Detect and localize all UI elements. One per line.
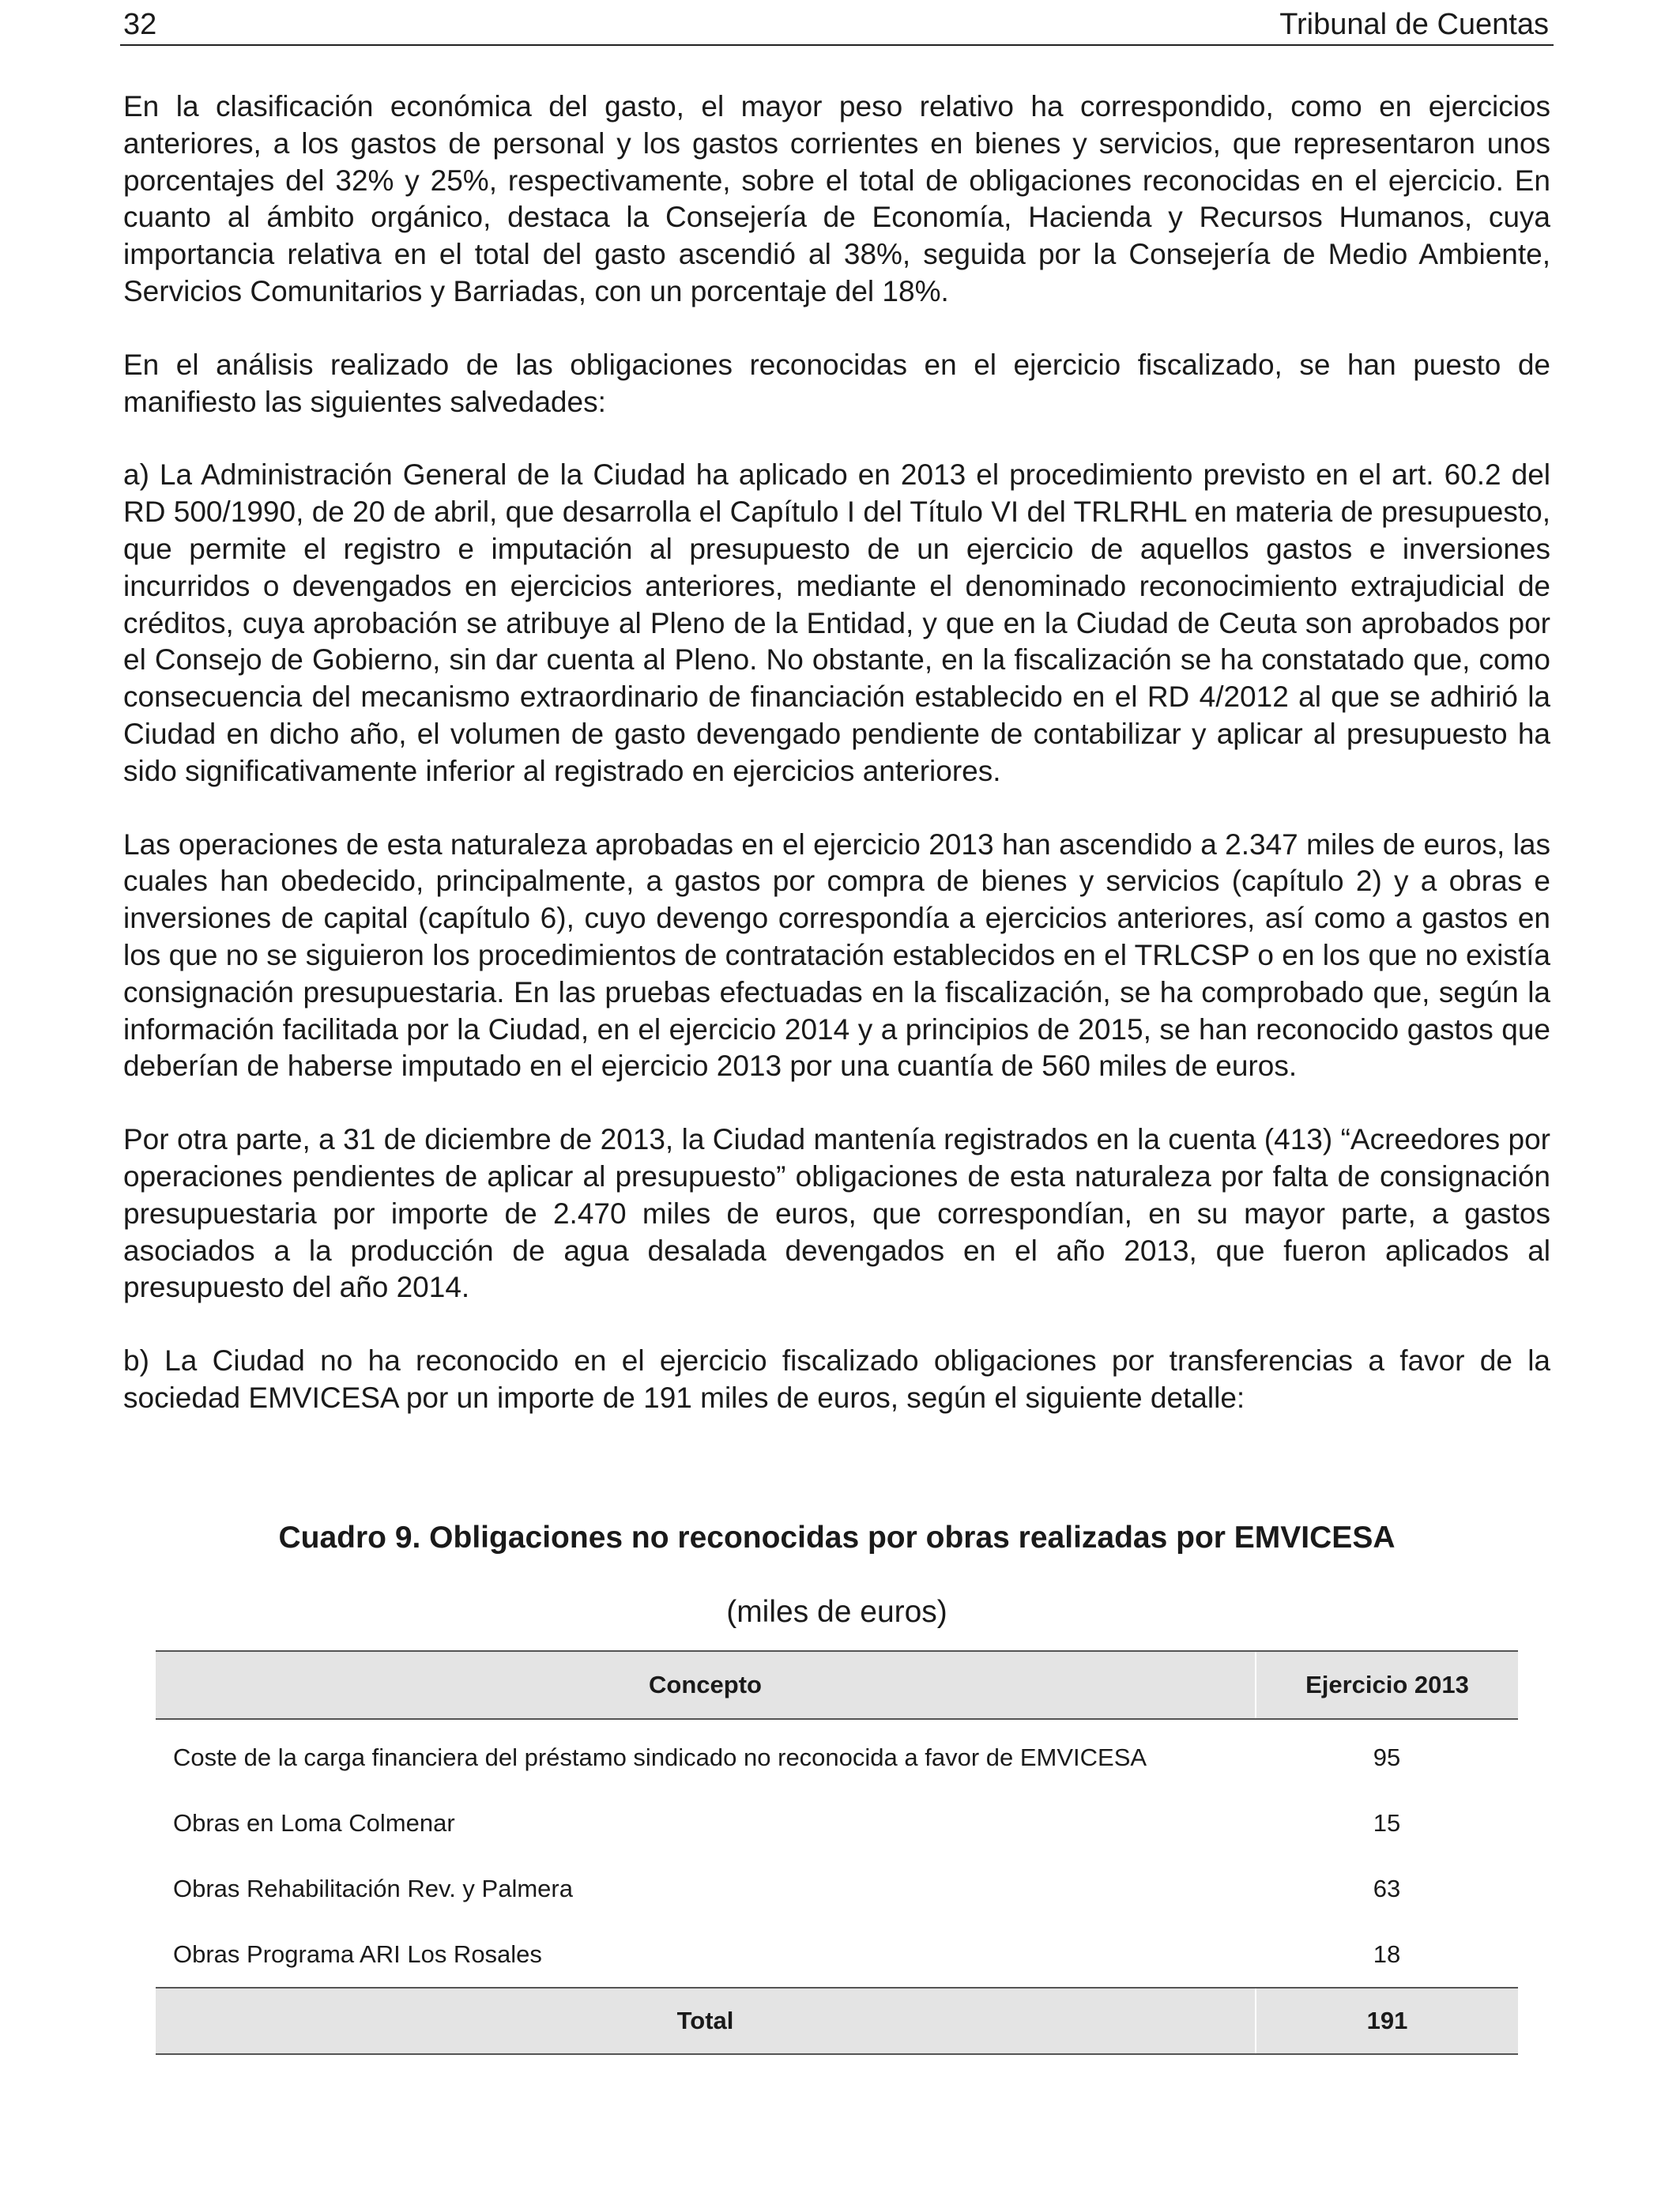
page-number: 32: [123, 8, 157, 41]
table-row: [156, 1921, 1518, 1988]
row-amount: 63: [1373, 1874, 1401, 1902]
page-header: [120, 0, 1554, 46]
paragraph-analysis-intro: En el análisis realizado de las obligaciones reconocidas en el ejercicio fiscalizado, se han puesto de manifiesto las siguientes salvedades:: [123, 348, 1550, 418]
row-amount: 18: [1373, 1940, 1401, 1968]
paragraph-account-413: Por otra parte, a 31 de diciembre de 2013, la Ciudad mantenía registrados en la cuenta (413) “Acreedores por operaciones pendientes de aplicar al presupuesto” obligaciones de esta naturaleza por falta de consignación presupuestaria por importe de 2.470 miles de euros, que correspondían, en su mayor parte, a gastos asociados a la producción de agua desalada devengados en el año 2013, que fueron aplicados al presupuesto del año 2014.: [123, 1123, 1550, 1304]
paragraph-salvedad-b: b) La Ciudad no ha reconocido en el ejercicio fiscalizado obligaciones por transferencias a favor de la sociedad EMVICESA por un importe de 191 miles de euros, según el siguiente detalle:: [123, 1344, 1550, 1414]
total-label: Total: [156, 1988, 1256, 2054]
row-concept: Obras Rehabilitación Rev. y Palmera: [173, 1874, 573, 1902]
row-concept: Obras Programa ARI Los Rosales: [173, 1940, 542, 1968]
column-header-concepto: Concepto: [156, 1651, 1256, 1719]
paragraph-salvedad-a: a) La Administración General de la Ciudad ha aplicado en 2013 el procedimiento previsto en el art. 60.2 del RD 500/1990, de 20 de abril, que desarrolla el Capítulo I del Título VI del TRLRHL en materia de presupuesto, que permite el registro e imputación al presupuesto de un ejercicio de aquellos gastos e inversiones incurridos o devengados en ejercicios anteriores, mediante el denominado reconocimiento extrajudicial de créditos, cuya aprobación se atribuye al Pleno de la Entidad, y que en la Ciudad de Ceuta son aprobados por el Consejo de Gobierno, sin dar cuenta al Pleno. No obstante, en la fiscalización se ha constatado que, como consecuencia del mecanismo extraordinario de financiación establecido en el RD 4/2012 al que se adhirió la Ciudad en dicho año, el volumen de gasto devengado pendiente de contabilizar y aplicar al presupuesto ha sido significativamente inferior al registrado en ejercicios anteriores.: [123, 458, 1550, 787]
row-amount: 95: [1373, 1743, 1401, 1771]
obligations-table: [156, 1650, 1518, 2055]
table-row: [156, 1856, 1518, 1921]
paragraph-operations-2013: Las operaciones de esta naturaleza aprobadas en el ejercicio 2013 han ascendido a 2.347 miles de euros, las cuales han obedecido, principalmente, a gastos por compra de bienes y servicios (capítulo 2) y a obras e inversiones de capital (capítulo 6), cuyo devengo correspondía a ejercicios anteriores, así como a gastos en los que no se siguieron los procedimientos de contratación establecidos en el TRLCSP o en los que no existía consignación presupuestaria. En las pruebas efectuadas en la fiscalización, se ha comprobado que, según la información facilitada por la Ciudad, en el ejercicio 2014 y a principios de 2015, se han reconocido gastos que deberían de haberse imputado en el ejercicio 2013 por una cuantía de 560 miles de euros.: [123, 827, 1550, 1083]
total-amount: 191: [1256, 1988, 1518, 2054]
header-organization: Tribunal de Cuentas: [1279, 8, 1549, 41]
body-text: [123, 89, 1550, 1453]
table-caption: Cuadro 9. Obligaciones no reconocidas por obras realizadas por EMVICESA: [278, 1521, 1396, 1555]
row-amount: 15: [1373, 1808, 1401, 1837]
row-concept: Obras en Loma Colmenar: [173, 1808, 455, 1837]
paragraph-economic-classification: En la clasificación económica del gasto, el mayor peso relativo ha correspondido, como en ejercicios anteriores, a los gastos de personal y los gastos corrientes en bienes y servicios, que representaron unos porcentajes del 32% y 25%, respectivamente, sobre el total de obligaciones reconocidas en el ejercicio. En cuanto al ámbito orgánico, destaca la Consejería de Economía, Hacienda y Recursos Humanos, cuya importancia relativa en el total del gasto ascendió al 38%, seguida por la Consejería de Medio Ambiente, Servicios Comunitarios y Barriadas, con un porcentaje del 18%.: [123, 90, 1550, 307]
column-header-ejercicio: Ejercicio 2013: [1256, 1651, 1518, 1719]
table-units: (miles de euros): [726, 1595, 947, 1629]
table-row: [156, 1719, 1518, 1790]
table-row: [156, 1790, 1518, 1856]
row-concept: Coste de la carga financiera del préstamo sindicado no reconocida a favor de EMVICESA: [173, 1743, 1147, 1771]
table-total-row: [156, 1988, 1518, 2054]
table-header-row: [156, 1651, 1518, 1719]
